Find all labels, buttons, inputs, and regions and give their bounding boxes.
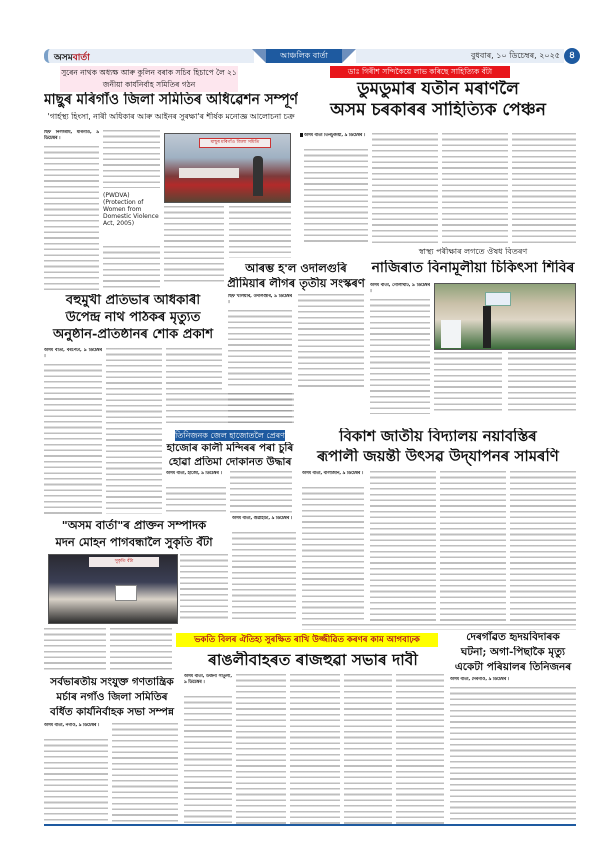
- story4-column-2: [106, 348, 162, 514]
- story8-photo: [48, 554, 178, 624]
- story5-column-2: [298, 294, 364, 390]
- story6-headline-line1: হাজোৰ কালী মন্দিৰৰ পৰা চুৰি: [166, 442, 294, 454]
- story1-headline: মাছুৰ মৰিগাঁও জিলা সমিতিৰ অধিৱেশন সম্পূৰ্ণ: [44, 92, 298, 108]
- story11-headline-box-3: [450, 661, 576, 675]
- story4-body-text: [44, 364, 102, 514]
- story7-column-3: [440, 471, 506, 621]
- story5-headline-box-1: [226, 262, 366, 276]
- story3-photo: [434, 283, 576, 350]
- story2-headline-box-2: [300, 101, 576, 121]
- story1-deck: 'গাৰ্হস্থ্য হিংসা, নাৰী অধিকাৰ আৰু আইনৰ সুৰক্ষা'ৰ শীৰ্ষক মনোজ্ঞ আলোচনা চক্ৰ: [47, 112, 295, 121]
- story8-column-3: [232, 516, 296, 622]
- story9-column-1: [44, 723, 108, 823]
- story6-banner: তিনিজনক জেল হাজোতলৈ প্ৰেৰণ: [175, 431, 285, 440]
- story5-dateline: ছিফ খলিয়াৰ, ওদালগুৰি, ৯ ডিচেম্বৰ ।: [228, 294, 292, 305]
- story2-body-text: [304, 149, 368, 243]
- photo-person: [253, 156, 263, 196]
- story4-headline-box-2: [44, 311, 222, 327]
- story6-dateline: অসম বাৰ্তা, হাজো, ৯ ডিচেম্বৰ ।: [166, 471, 222, 476]
- story10-headline-box: [182, 651, 444, 670]
- story11-body-text: [450, 687, 576, 823]
- story2-column-2: [372, 133, 438, 243]
- story1-dateline: ছিফ নিলংৰাম, মৰিগাঁও, ৯ ডিচেম্বৰ ।: [44, 130, 99, 141]
- masthead-logo: [54, 50, 90, 65]
- story10-headline: ৰাঙলীবাহৰত ৰাজহুৱা সভাৰ দাবী: [208, 651, 418, 669]
- story1-photo: [164, 133, 291, 203]
- story2-headline-line2: অসম চৰকাৰৰ সাহিত্যিক পেঞ্চন: [330, 101, 546, 120]
- story5-continued-text: [228, 393, 294, 427]
- story10-body-text: [184, 696, 232, 824]
- story4-headline-line1: বহুমুখী প্ৰতিভাৰ অধিকাৰী: [65, 294, 201, 308]
- story1-column-2: [103, 130, 160, 290]
- story7-headline-line1: বিকাশ জাতীয় বিদ্যালয় নয়াবস্তিৰ: [339, 428, 537, 445]
- story5-headline-line1: আৰম্ভ হ'ল ওদালগুৰি: [245, 262, 347, 275]
- story1-kicker: সুৰেন নাথক অধ্যক্ষ আৰু কুলিন বৰাক সচিব হিচাপে লৈ ২১ জনীয়া কাৰ্যনিৰ্বাহ সমিতিৰ গঠন: [60, 66, 238, 92]
- photo-person-standing: [483, 306, 491, 348]
- story5-column-1: [228, 294, 292, 390]
- story8-column-4: [44, 628, 106, 672]
- photo-banner-sign: [485, 292, 511, 306]
- story1-headline-box: [44, 92, 298, 110]
- story8-headline-box-2: [44, 536, 224, 551]
- story8-body-text: [232, 532, 296, 622]
- story10-dateline: অসম বাৰ্তা, উজনী সাতুলী, ৯ ডিচেম্বৰ ।: [184, 674, 232, 685]
- story6-headline-line2: হোৱা প্ৰতিমা দোকানত উদ্ধাৰ: [168, 456, 292, 468]
- story4-headline-line3: অনুষ্ঠান-প্ৰতিষ্ঠানৰ শোক প্ৰকাশ: [52, 328, 214, 342]
- story8-headline-line2: মদন মোহন পাগবন্ধালৈ সুকৃতি বঁটা: [55, 536, 213, 549]
- story9-headline-box-1: [44, 676, 180, 690]
- section-label: আঞ্চলিক বাৰ্তা: [266, 49, 342, 63]
- story11-column-1: [450, 677, 576, 823]
- story5-body-text: [228, 310, 292, 390]
- story11-headline-line1: দেৰগাঁৱত হৃদয়বিদাৰক: [466, 631, 560, 643]
- story2-headline-line1: ডুমডুমাৰ যতীন মৰাণলৈ: [357, 80, 519, 99]
- story10-column-5: [396, 674, 444, 824]
- story10-column-4: [344, 674, 392, 824]
- page-number: ৪: [564, 48, 580, 64]
- story2-headline-box-1: [300, 80, 576, 100]
- story5-headline-box-2: [226, 277, 366, 291]
- story1-body-text-3: [164, 206, 224, 286]
- story7-dateline: অসম বাৰ্তা, বালাজান, ৯ ডিচেম্বৰ ।: [302, 471, 364, 476]
- story11-headline-box-1: [450, 631, 576, 645]
- header-divider-left: [252, 49, 266, 63]
- brand-part1: অসম: [54, 53, 73, 63]
- photo-person-seated: [441, 320, 461, 348]
- story3-kicker-box: [370, 247, 576, 258]
- story7-headline-box-1: [300, 428, 576, 446]
- story6-headline-box-1: [166, 442, 294, 455]
- story8-headline-box-1: [44, 519, 224, 534]
- story2-marker: [300, 133, 303, 137]
- story4-column-1: [44, 348, 102, 514]
- story6-banner-box: [175, 430, 285, 441]
- story9-headline-line2: মৰ্চাৰ নগাঁও জিলা সমিতিৰ: [56, 691, 168, 703]
- photo-seated-group: [179, 168, 239, 178]
- story6-body-text: [166, 487, 226, 514]
- story1-deck-box: [44, 112, 298, 123]
- story10-column-3: [290, 674, 340, 824]
- photo-banner: মাছুৰ মৰিগাঁও জিলা সমিতি: [199, 138, 271, 148]
- story8-column-5: [110, 628, 172, 672]
- story4-headline-line2: উপেন্দ্ৰ নাথ পাঠকৰ মৃত্যুত: [65, 311, 201, 325]
- story4-headline-box-3: [44, 328, 222, 344]
- story10-banner: ভকতি বিলৰ ঐতিহ্য সুৰক্ষিত ৰাখি উজ্জীৱিত কৰণৰ কাম আগবাঢ়ক: [194, 635, 420, 645]
- story7-headline-line2: ৰূপালী জয়ন্তী উৎসৱ উদ্‌যাপনৰ সামৰণি: [317, 448, 559, 465]
- story8-column-2: [180, 554, 228, 622]
- story3-column-1b: [370, 356, 430, 414]
- story9-headline-box-2: [44, 691, 180, 705]
- story9-body-text: [44, 739, 108, 823]
- brand-part2: বার্তা: [72, 53, 90, 63]
- story6-column-2: [230, 471, 292, 514]
- story11-headline-line3: একেটা পৰিয়ালৰ তিনিজনৰ: [454, 661, 572, 673]
- story1-column-1: [44, 130, 99, 290]
- story9-dateline: অসম বাৰ্তা, নগাঁও, ৯ ডিচেম্বৰ ।: [44, 723, 100, 728]
- story7-column-2: [370, 471, 436, 621]
- story1-act-text: (PWDVA) (Protection of Women from Domestic Violence Act, 2005): [103, 192, 159, 227]
- story7-headline-box-2: [300, 448, 576, 466]
- photo-certificate: [115, 585, 137, 601]
- story4-headline-box-1: [44, 294, 222, 310]
- story10-column-2: [236, 674, 286, 824]
- story7-body-text: [302, 487, 364, 621]
- story10-column-1: [184, 674, 232, 824]
- story2-column-1: [304, 133, 368, 243]
- story3-column-1: [370, 283, 430, 353]
- story7-column-1: [302, 471, 364, 621]
- story3-column-3: [508, 352, 576, 412]
- story9-headline-line3: বৰ্ধিত কাৰ্যনিৰ্বাহক সভা সম্পন্ন: [50, 706, 174, 718]
- photo-banner: সুকৃতি বঁটা: [89, 557, 159, 567]
- story7-column-4: [510, 471, 576, 621]
- story9-column-2: [112, 723, 178, 823]
- story3-headline-box: [370, 260, 576, 278]
- story4-column-3: [166, 348, 222, 390]
- story8-headline-line1: "অসম বাৰ্তা"ৰ প্ৰাক্তন সম্পাদক: [61, 519, 207, 532]
- story6-column-1: [166, 471, 226, 514]
- story9-headline-line1: সৰ্বভাৰতীয় সংযুক্ত গণতান্ত্ৰিক: [50, 676, 174, 688]
- story2-dateline: অসম বাৰ্তা তিনচুকীয়া, ৯ ডিচেম্বৰ ।: [304, 133, 366, 138]
- story2-column-4: [512, 133, 576, 243]
- story4-dateline: অসম বাৰ্তা, বৰপেটা, ৯ ডিচেম্বৰ ।: [44, 348, 102, 359]
- issue-date: বুধবাৰ, ১০ ডিচেম্বৰ, ২০২৫: [356, 49, 564, 63]
- story2-column-3: [442, 133, 508, 243]
- story1-body-text-4: [229, 206, 291, 258]
- story11-headline-box-2: [450, 646, 576, 660]
- story3-headline: নাজিৰাত বিনামূলীয়া চিকিৎসা শিবিৰ: [371, 260, 575, 276]
- story11-headline-line2: ঘটনা; অগা-পিছাকৈ মৃত্যু: [460, 646, 566, 658]
- page-bottom-rule: [44, 824, 576, 826]
- story8-dateline: অসম বাৰ্তা, গুৱাহাটী, ৯ ডিচেম্বৰ ।: [232, 516, 293, 521]
- story11-dateline: অসম বাৰ্তা, দেৰগাঁও, ৯ ডিচেম্বৰ ।: [450, 677, 510, 682]
- story7-last-lines: [302, 624, 576, 630]
- page-header: [44, 49, 578, 63]
- story2-kicker: ডাঃ গিৰীশ সন্দিকৈয়ে লাভ কৰিছে সাহিত্যিক বঁটা: [330, 66, 510, 78]
- story10-banner-box: [176, 633, 438, 647]
- story5-headline-line2: প্ৰীমিয়াৰ লীগৰ তৃতীয় সংস্কৰণ: [227, 277, 365, 290]
- story9-headline-box-3: [44, 706, 180, 720]
- story3-column-2: [434, 352, 502, 412]
- story1-body-text: [44, 146, 99, 290]
- header-divider-right: [342, 49, 356, 63]
- story1-body-text: [103, 246, 160, 290]
- header-left-band: [44, 49, 254, 63]
- story3-body-text: [370, 299, 430, 353]
- story6-headline-box-2: [166, 456, 294, 469]
- story3-kicker: স্বাস্থ্য পৰীক্ষাৰ লগতে ঔষধ বিতৰণ: [418, 247, 528, 256]
- story1-body-text: [103, 130, 160, 188]
- story3-dateline: অসম বাৰ্তা, গোলাঘাট, ৯ ডিচেম্বৰ ।: [370, 283, 430, 294]
